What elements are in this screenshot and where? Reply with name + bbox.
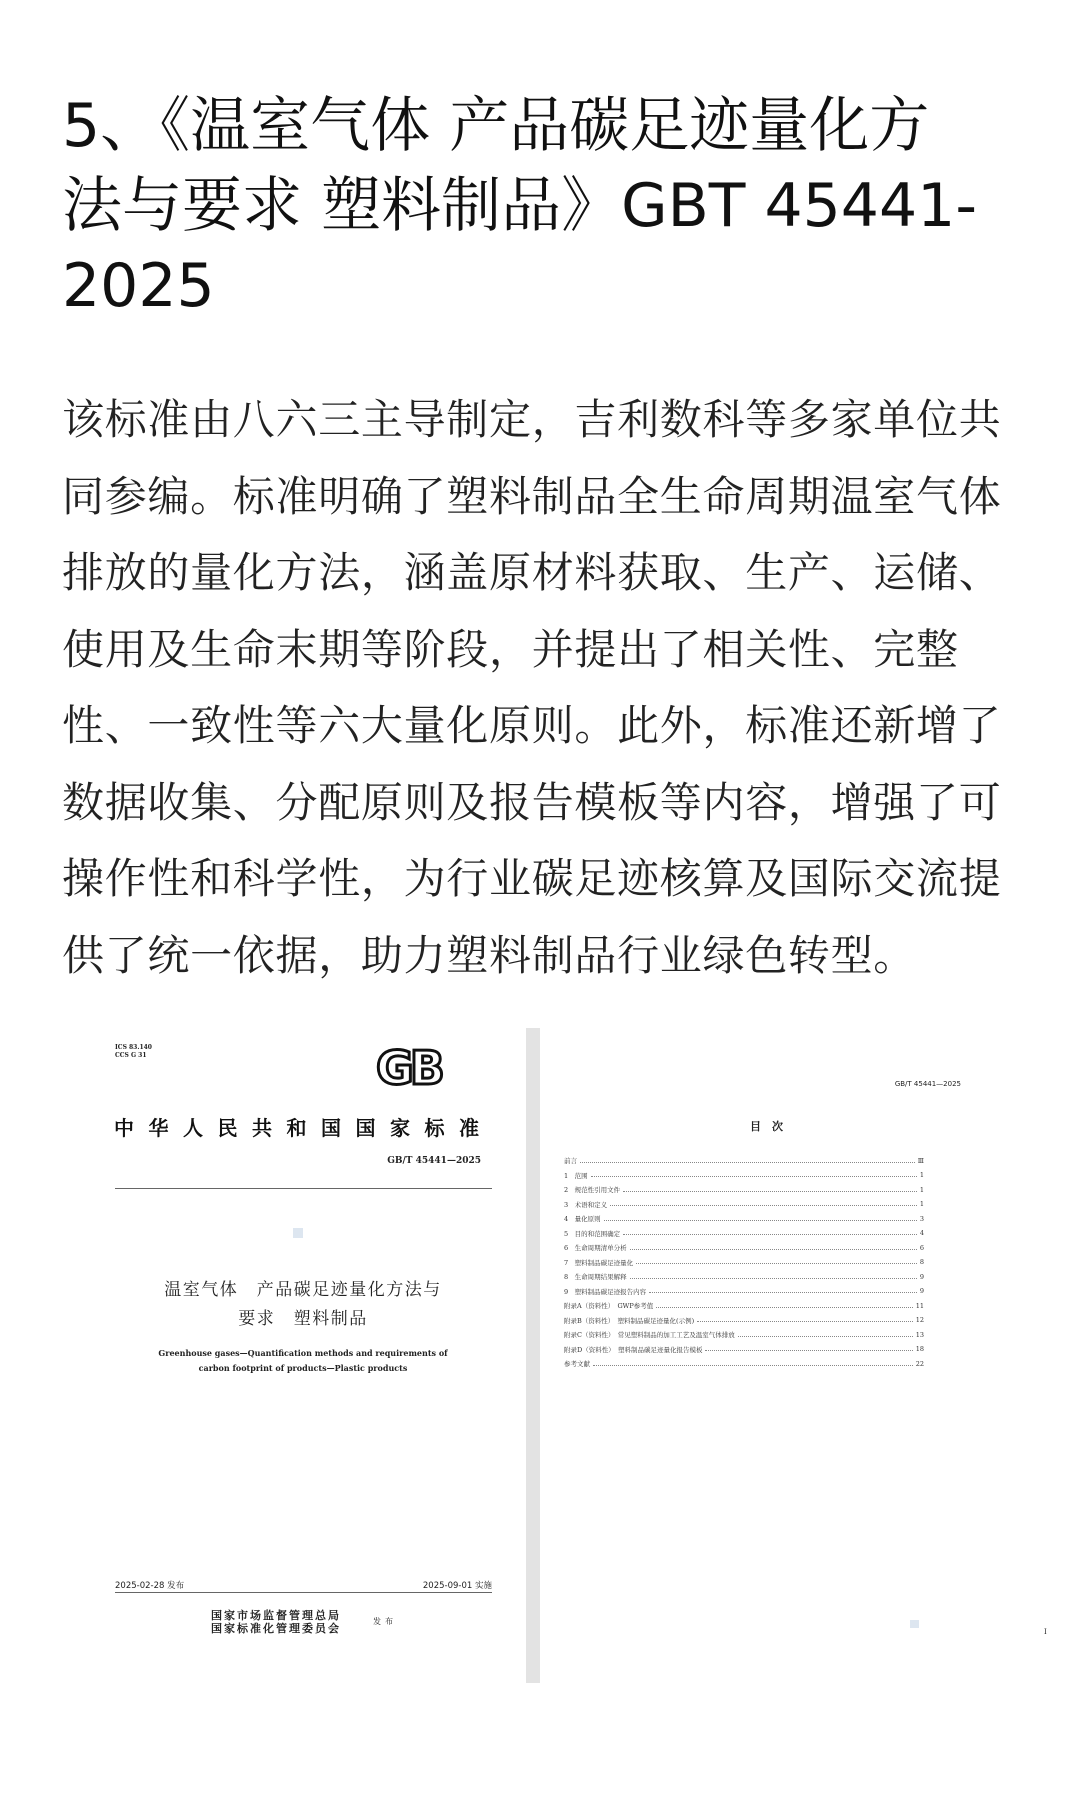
toc-row [564, 1287, 924, 1296]
cover-title-line: 温室气体 产品碳足迹量化方法与 [164, 1280, 442, 1300]
toc-row [564, 1156, 924, 1165]
toc-row [564, 1171, 924, 1180]
implementation-date: 2025-09-01 实施 [422, 1581, 492, 1591]
cover-title-en-line: Greenhouse gases—Quantification methods and requirements of [158, 1348, 448, 1358]
toc-leader-dots [630, 1246, 917, 1250]
toc-leader-dots [610, 1202, 917, 1206]
page-gap [526, 1028, 540, 1683]
toc-heading: 目 次 [750, 1120, 783, 1133]
standard-document-image [103, 1028, 1047, 1683]
toc-label: 附录B（资料性） 塑料制品碳足迹量化(示例) [564, 1316, 695, 1325]
toc-page: 11 [915, 1301, 924, 1310]
toc-row [564, 1272, 924, 1281]
gb-logo: GB [376, 1041, 441, 1095]
toc-page: 22 [915, 1359, 924, 1368]
toc-label: 5 目的和范围确定 [564, 1229, 621, 1238]
watermark-mark [910, 1620, 919, 1628]
article-heading [62, 86, 1042, 326]
toc-leader-dots [697, 1318, 913, 1322]
toc-leader-dots [623, 1231, 917, 1235]
issuer: 国家市场监督管理总局 [211, 1609, 341, 1622]
toc-label: 6 生命周期清单分析 [564, 1244, 627, 1252]
toc-page [540, 1028, 1047, 1683]
heading-line: 2025 [62, 251, 215, 321]
cover-title-line: 要求 塑料制品 [238, 1309, 368, 1329]
paragraph-line: 同参编。标准明确了塑料制品全生命周期温室气体 [62, 471, 1002, 521]
toc-page: 6 [919, 1243, 924, 1252]
toc-label: 附录A（资料性） GWP参考值 [564, 1302, 654, 1310]
toc-label: 9 塑料制品碳足迹报告内容 [564, 1287, 647, 1296]
toc-label: 1 范围 [564, 1171, 588, 1180]
toc-page: 8 [919, 1258, 924, 1266]
divider-line [115, 1188, 492, 1189]
toc-page: 13 [915, 1330, 924, 1339]
toc-page: Ⅲ [917, 1156, 924, 1165]
toc-label: 参考文献 [564, 1360, 590, 1368]
toc-page: 9 [919, 1287, 924, 1295]
toc-leader-dots [604, 1217, 917, 1221]
paragraph-line: 性、一致性等六大量化原则。此外，标准还新增了 [62, 701, 1002, 750]
toc-row [564, 1258, 924, 1267]
paragraph-line: 排放的量化方法，涵盖原材料获取、生产、运储、 [62, 548, 1002, 597]
toc-label: 前言 [564, 1157, 577, 1165]
toc-leader-dots [705, 1347, 912, 1351]
toc-leader-dots [623, 1188, 917, 1192]
toc-row [564, 1359, 924, 1368]
toc-label: 8 生命周期结果解释 [564, 1273, 627, 1281]
paragraph-line: 数据收集、分配原则及报告模板等内容，增强了可 [62, 777, 1002, 827]
article-paragraph [62, 382, 1052, 994]
toc-leader-dots [649, 1289, 917, 1293]
toc-row [564, 1345, 924, 1354]
standard-code: GB/T 45441—2025 [387, 1156, 481, 1166]
toc-label: 附录D（资料性） 塑料制品碳足迹量化报告模板 [564, 1345, 703, 1354]
toc-row [564, 1214, 924, 1223]
toc-label: 附录C（资料性） 常见塑料制品的加工工艺及温室气体排放 [564, 1331, 735, 1339]
toc-page: 1 [919, 1171, 924, 1179]
toc-page: 12 [915, 1316, 924, 1324]
toc-page: 3 [919, 1214, 924, 1223]
toc-leader-dots [591, 1173, 917, 1177]
cover-title-en-line: carbon footprint of products—Plastic products [198, 1363, 408, 1373]
toc-page: 1 [919, 1200, 924, 1208]
paragraph-line: 供了统一依据，助力塑料制品行业绿色转型。 [62, 930, 917, 980]
toc-leader-dots [656, 1304, 913, 1308]
paragraph-line: 操作性和科学性，为行业碳足迹核算及国际交流提 [62, 854, 1002, 903]
toc-page: 4 [919, 1229, 924, 1237]
toc-row [564, 1229, 924, 1238]
toc-page: 18 [915, 1345, 924, 1353]
toc-leader-dots [580, 1159, 915, 1163]
toc-leader-dots [738, 1333, 913, 1337]
issuer: 国家标准化管理委员会 [211, 1622, 341, 1635]
toc-row [564, 1330, 924, 1339]
toc-row [564, 1301, 924, 1310]
toc-leader-dots [593, 1362, 913, 1366]
toc-page: 1 [919, 1185, 924, 1194]
toc-leader-dots [636, 1260, 917, 1264]
heading-line: 5、《温室气体 产品碳足迹量化方 [62, 91, 930, 161]
toc-page: 9 [919, 1272, 924, 1281]
ics-code: ICS 83.140 [115, 1044, 152, 1051]
issuers [211, 1609, 341, 1635]
cover-page [103, 1028, 523, 1683]
issue-label: 发布 [373, 1617, 397, 1626]
cover-title-en [103, 1346, 503, 1376]
divider-line [115, 1592, 492, 1593]
toc-label: 3 术语和定义 [564, 1200, 608, 1209]
toc-row [564, 1243, 924, 1252]
toc-label: 4 量化原则 [564, 1215, 601, 1223]
paragraph-line: 该标准由八六三主导制定，吉利数科等多家单位共 [62, 395, 1002, 444]
heading-line: 法与要求 塑料制品》GBT 45441- [62, 171, 977, 241]
toc-leader-dots [630, 1275, 917, 1279]
paragraph-line: 使用及生命末期等阶段，并提出了相关性、完整 [62, 624, 959, 674]
toc-page-code: GB/T 45441—2025 [894, 1080, 961, 1088]
toc-label: 7 塑料制品碳足迹量化 [564, 1258, 634, 1267]
page-number: I [1044, 1628, 1047, 1636]
toc-row [564, 1185, 924, 1194]
toc-label: 2 规范性引用文件 [564, 1186, 621, 1194]
issue-date: 2025-02-28 发布 [115, 1581, 185, 1591]
watermark-mark [293, 1228, 303, 1238]
national-standard-header: 中华人民共和国国家标准 [114, 1116, 494, 1140]
ccs-code: CCS G 31 [115, 1052, 147, 1059]
cover-title-cn [103, 1276, 503, 1334]
toc-row [564, 1316, 924, 1325]
toc-row [564, 1200, 924, 1209]
